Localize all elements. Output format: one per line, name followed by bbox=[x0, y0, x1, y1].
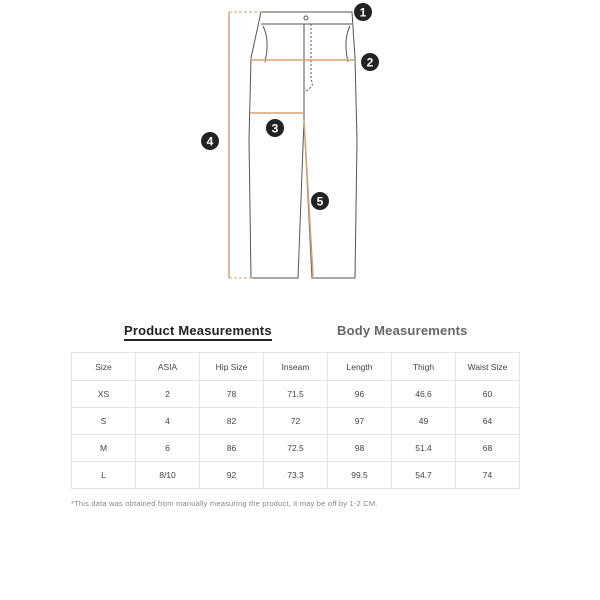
marker-badge-5 bbox=[311, 192, 329, 210]
marker-badge-3 bbox=[266, 119, 284, 137]
svg-text:4: 4 bbox=[206, 134, 214, 149]
marker-badge-2 bbox=[361, 53, 379, 71]
column-header: Waist Size bbox=[456, 353, 520, 381]
table-cell: 6 bbox=[136, 435, 200, 462]
column-header: Length bbox=[328, 353, 392, 381]
table-cell: 4 bbox=[136, 408, 200, 435]
table-cell: 72.5 bbox=[264, 435, 328, 462]
table-cell: 46.6 bbox=[392, 381, 456, 408]
table-cell: 99.5 bbox=[328, 462, 392, 489]
table-cell: 8/10 bbox=[136, 462, 200, 489]
table-cell: 74 bbox=[456, 462, 520, 489]
table-cell: 78 bbox=[200, 381, 264, 408]
svg-text:1: 1 bbox=[359, 5, 367, 20]
svg-text:3: 3 bbox=[271, 121, 279, 136]
table-cell: 73.3 bbox=[264, 462, 328, 489]
table-cell: 60 bbox=[456, 381, 520, 408]
table-cell: XS bbox=[72, 381, 136, 408]
marker-badge-4 bbox=[201, 132, 219, 150]
measurement-tabs bbox=[0, 323, 600, 343]
table-cell: 86 bbox=[200, 435, 264, 462]
table-cell: 82 bbox=[200, 408, 264, 435]
table-cell: 68 bbox=[456, 435, 520, 462]
table-header-row bbox=[72, 353, 520, 381]
column-header: Hip Size bbox=[200, 353, 264, 381]
table-cell: 64 bbox=[456, 408, 520, 435]
table-cell: 92 bbox=[200, 462, 264, 489]
table-row bbox=[72, 408, 520, 435]
pants-outline bbox=[249, 12, 357, 278]
column-header: Size bbox=[72, 353, 136, 381]
table-cell: 2 bbox=[136, 381, 200, 408]
size-table bbox=[71, 352, 520, 489]
table-cell: 97 bbox=[328, 408, 392, 435]
table-row bbox=[72, 462, 520, 489]
column-header: ASIA bbox=[136, 353, 200, 381]
table-cell: 54.7 bbox=[392, 462, 456, 489]
column-header: Thigh bbox=[392, 353, 456, 381]
table-cell: 51.4 bbox=[392, 435, 456, 462]
pants-measurement-diagram bbox=[190, 0, 400, 290]
table-cell: S bbox=[72, 408, 136, 435]
marker-badge-1 bbox=[354, 3, 372, 21]
svg-text:5: 5 bbox=[316, 194, 324, 209]
column-header: Inseam bbox=[264, 353, 328, 381]
tab-product-measurements[interactable]: Product Measurements bbox=[124, 323, 272, 341]
table-cell: 72 bbox=[264, 408, 328, 435]
table-cell: M bbox=[72, 435, 136, 462]
tab-body-measurements[interactable]: Body Measurements bbox=[337, 323, 468, 338]
table-row bbox=[72, 435, 520, 462]
table-row bbox=[72, 381, 520, 408]
measurement-disclaimer: *This data was obtained from manually measuring the product, it may be off by 1-2 CM. bbox=[71, 499, 378, 508]
table-cell: 49 bbox=[392, 408, 456, 435]
table-cell: 98 bbox=[328, 435, 392, 462]
svg-text:2: 2 bbox=[366, 55, 374, 70]
table-cell: L bbox=[72, 462, 136, 489]
table-cell: 96 bbox=[328, 381, 392, 408]
table-cell: 71.5 bbox=[264, 381, 328, 408]
